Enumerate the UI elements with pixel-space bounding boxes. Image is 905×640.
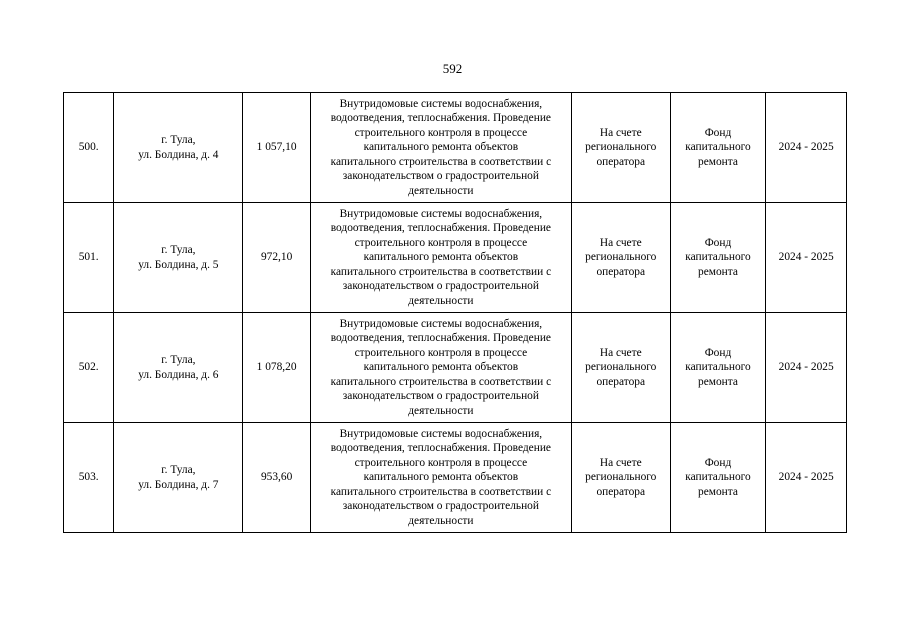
table-body xyxy=(64,93,847,533)
row-number: 500. xyxy=(64,93,114,203)
table-row xyxy=(64,313,847,423)
source-line: ремонта xyxy=(698,155,738,168)
work-line: капитального строительства в соответствии с xyxy=(330,265,552,278)
row-number: 501. xyxy=(64,203,114,313)
cost-cell: 972,10 xyxy=(243,203,311,313)
work-line: законодательством о градостроительной xyxy=(342,500,539,513)
work-line: законодательством о градостроительной xyxy=(342,170,539,183)
address-city: г. Тула, xyxy=(161,134,196,147)
work-line: водоотведения, теплоснабжения. Проведение xyxy=(330,442,551,455)
account-cell xyxy=(571,93,670,203)
work-line: капитального строительства в соответствии с xyxy=(330,485,552,498)
work-line: Внутридомовые системы водоснабжения, xyxy=(339,318,543,331)
account-line: оператора xyxy=(596,155,646,168)
address-cell xyxy=(114,423,243,533)
source-line: Фонд xyxy=(704,456,732,469)
account-line: регионального xyxy=(585,141,657,154)
table-row xyxy=(64,423,847,533)
address-city: г. Тула, xyxy=(161,464,196,477)
address-street: ул. Болдина, д. 6 xyxy=(138,368,219,381)
period-cell: 2024 - 2025 xyxy=(766,313,847,423)
account-line: На счете xyxy=(599,236,642,249)
address-city: г. Тула, xyxy=(161,244,196,257)
source-line: Фонд xyxy=(704,126,732,139)
funding-source-cell xyxy=(670,203,766,313)
work-line: водоотведения, теплоснабжения. Проведение xyxy=(330,112,551,125)
work-line: законодательством о градостроительной xyxy=(342,280,539,293)
work-description-cell xyxy=(310,423,571,533)
work-line: капитального ремонта объектов xyxy=(363,471,519,484)
address-cell xyxy=(114,313,243,423)
funding-source-cell xyxy=(670,93,766,203)
work-line: законодательством о градостроительной xyxy=(342,390,539,403)
account-cell xyxy=(571,313,670,423)
account-line: оператора xyxy=(596,265,646,278)
row-number: 502. xyxy=(64,313,114,423)
work-description-cell xyxy=(310,313,571,423)
account-cell xyxy=(571,203,670,313)
work-line: строительного контроля в процессе xyxy=(354,236,528,249)
work-line: капитального ремонта объектов xyxy=(363,141,519,154)
work-line: Внутридомовые системы водоснабжения, xyxy=(339,428,543,441)
account-line: На счете xyxy=(599,456,642,469)
work-description-cell xyxy=(310,93,571,203)
period-cell: 2024 - 2025 xyxy=(766,423,847,533)
period-cell: 2024 - 2025 xyxy=(766,203,847,313)
account-line: регионального xyxy=(585,361,657,374)
source-line: капитального xyxy=(685,471,751,484)
work-line: водоотведения, теплоснабжения. Проведение xyxy=(330,332,551,345)
account-line: оператора xyxy=(596,375,646,388)
work-line: строительного контроля в процессе xyxy=(354,456,528,469)
address-city: г. Тула, xyxy=(161,354,196,367)
table-row xyxy=(64,203,847,313)
table-row xyxy=(64,93,847,203)
source-line: Фонд xyxy=(704,236,732,249)
work-line: деятельности xyxy=(408,294,474,307)
cost-cell: 1 057,10 xyxy=(243,93,311,203)
account-line: На счете xyxy=(599,346,642,359)
work-line: капитального ремонта объектов xyxy=(363,251,519,264)
address-street: ул. Болдина, д. 4 xyxy=(138,148,219,161)
cost-cell: 1 078,20 xyxy=(243,313,311,423)
work-line: капитального строительства в соответствии с xyxy=(330,155,552,168)
funding-source-cell xyxy=(670,313,766,423)
work-line: деятельности xyxy=(408,404,474,417)
source-line: Фонд xyxy=(704,346,732,359)
funding-source-cell xyxy=(670,423,766,533)
work-line: водоотведения, теплоснабжения. Проведение xyxy=(330,222,551,235)
period-cell: 2024 - 2025 xyxy=(766,93,847,203)
address-cell xyxy=(114,93,243,203)
account-line: оператора xyxy=(596,485,646,498)
source-line: капитального xyxy=(685,141,751,154)
source-line: ремонта xyxy=(698,265,738,278)
work-line: Внутридомовые системы водоснабжения, xyxy=(339,98,543,111)
account-cell xyxy=(571,423,670,533)
account-line: регионального xyxy=(585,251,657,264)
work-description-cell xyxy=(310,203,571,313)
address-street: ул. Болдина, д. 7 xyxy=(138,478,219,491)
address-street: ул. Болдина, д. 5 xyxy=(138,258,219,271)
row-number: 503. xyxy=(64,423,114,533)
work-line: деятельности xyxy=(408,514,474,527)
work-line: деятельности xyxy=(408,184,474,197)
work-line: строительного контроля в процессе xyxy=(354,126,528,139)
work-line: капитального ремонта объектов xyxy=(363,361,519,374)
capital-repair-table xyxy=(63,92,847,533)
work-line: строительного контроля в процессе xyxy=(354,346,528,359)
cost-cell: 953,60 xyxy=(243,423,311,533)
address-cell xyxy=(114,203,243,313)
source-line: ремонта xyxy=(698,375,738,388)
source-line: капитального xyxy=(685,361,751,374)
source-line: капитального xyxy=(685,251,751,264)
work-line: Внутридомовые системы водоснабжения, xyxy=(339,208,543,221)
account-line: регионального xyxy=(585,471,657,484)
work-line: капитального строительства в соответствии с xyxy=(330,375,552,388)
page-number: 592 xyxy=(442,61,463,76)
source-line: ремонта xyxy=(698,485,738,498)
account-line: На счете xyxy=(599,126,642,139)
